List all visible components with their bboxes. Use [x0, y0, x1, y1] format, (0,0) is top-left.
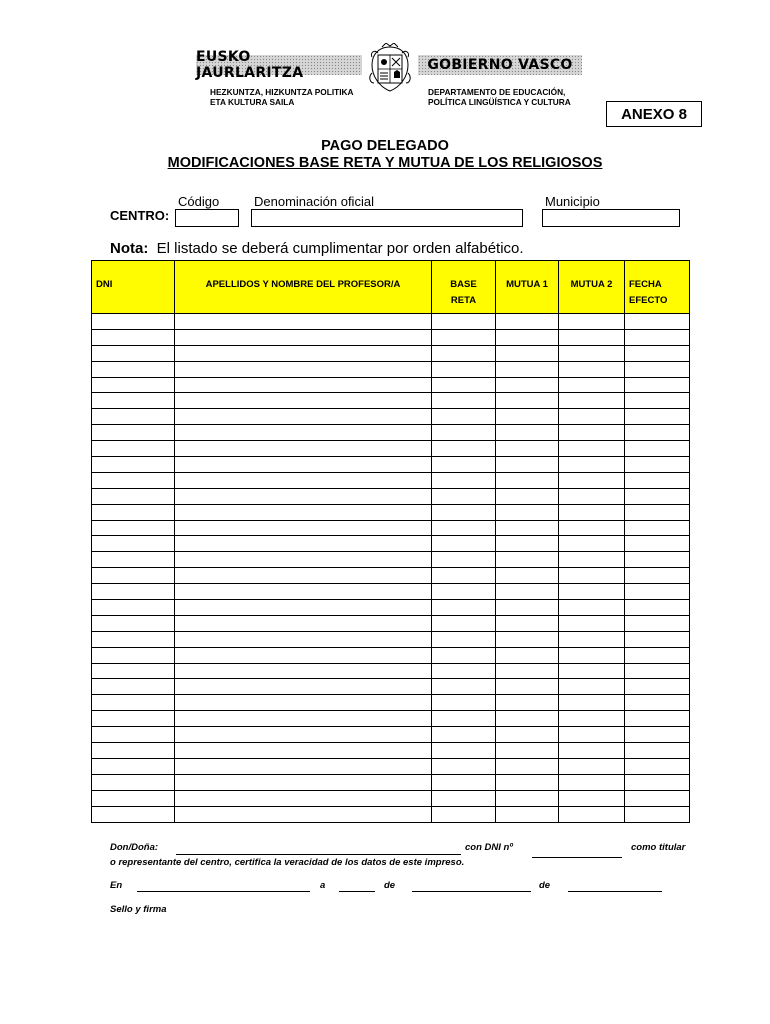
coat-of-arms-icon — [364, 43, 416, 95]
don-label: Don/Doña: — [110, 842, 159, 853]
table-cell-apellidos[interactable] — [175, 647, 432, 663]
table-row — [92, 329, 690, 345]
table-cell-base_reta[interactable] — [432, 631, 496, 647]
table-cell-apellidos[interactable] — [175, 679, 432, 695]
table-cell-dni[interactable] — [92, 631, 175, 647]
table-cell-apellidos[interactable] — [175, 488, 432, 504]
table-cell-mutua1[interactable] — [496, 361, 559, 377]
codigo-label: Código — [178, 194, 220, 209]
name-line[interactable] — [176, 854, 461, 855]
table-cell-dni[interactable] — [92, 520, 175, 536]
table-cell-mutua1[interactable] — [496, 568, 559, 584]
table-cell-base_reta[interactable] — [432, 615, 496, 631]
table-cell-base_reta[interactable] — [432, 488, 496, 504]
table-cell-dni[interactable] — [92, 361, 175, 377]
table-cell-apellidos[interactable] — [175, 631, 432, 647]
table-cell-fecha[interactable] — [625, 806, 690, 822]
table-row — [92, 314, 690, 330]
table-cell-mutua2[interactable] — [559, 504, 625, 520]
table-cell-base_reta[interactable] — [432, 727, 496, 743]
table-cell-fecha[interactable] — [625, 679, 690, 695]
table-row — [92, 345, 690, 361]
table-cell-mutua2[interactable] — [559, 679, 625, 695]
table-cell-dni[interactable] — [92, 695, 175, 711]
table-cell-mutua2[interactable] — [559, 711, 625, 727]
table-cell-fecha[interactable] — [625, 615, 690, 631]
table-cell-apellidos[interactable] — [175, 536, 432, 552]
table-cell-apellidos[interactable] — [175, 774, 432, 790]
table-cell-base_reta[interactable] — [432, 663, 496, 679]
table-cell-base_reta[interactable] — [432, 441, 496, 457]
table-row — [92, 504, 690, 520]
table-cell-base_reta[interactable] — [432, 409, 496, 425]
table-row — [92, 743, 690, 759]
table-cell-mutua1[interactable] — [496, 584, 559, 600]
table-row — [92, 441, 690, 457]
column-header-mutua2: MUTUA 2 — [559, 261, 625, 314]
table-cell-mutua2[interactable] — [559, 425, 625, 441]
table-cell-dni[interactable] — [92, 743, 175, 759]
table-cell-mutua1[interactable] — [496, 441, 559, 457]
table-cell-dni[interactable] — [92, 727, 175, 743]
table-cell-apellidos[interactable] — [175, 552, 432, 568]
denominacion-field[interactable] — [251, 209, 523, 227]
table-row — [92, 457, 690, 473]
table-cell-apellidos[interactable] — [175, 329, 432, 345]
table-cell-dni[interactable] — [92, 806, 175, 822]
table-cell-mutua2[interactable] — [559, 600, 625, 616]
table-cell-dni[interactable] — [92, 647, 175, 663]
denominacion-label: Denominación oficial — [254, 194, 374, 209]
table-cell-base_reta[interactable] — [432, 600, 496, 616]
table-cell-mutua1[interactable] — [496, 472, 559, 488]
table-cell-dni[interactable] — [92, 711, 175, 727]
certification-text: o representante del centro, certifica la veracidad de los datos de este impreso. — [110, 857, 465, 868]
table-cell-dni[interactable] — [92, 774, 175, 790]
table-cell-base_reta[interactable] — [432, 361, 496, 377]
table-cell-dni[interactable] — [92, 488, 175, 504]
table-cell-mutua2[interactable] — [559, 393, 625, 409]
note: Nota: El listado se deberá cumplimentar por orden alfabético. — [110, 240, 524, 257]
table-row — [92, 663, 690, 679]
table-cell-mutua1[interactable] — [496, 631, 559, 647]
table-cell-mutua1[interactable] — [496, 663, 559, 679]
table-cell-fecha[interactable] — [625, 441, 690, 457]
table-cell-mutua2[interactable] — [559, 361, 625, 377]
table-cell-mutua1[interactable] — [496, 806, 559, 822]
table-cell-mutua1[interactable] — [496, 600, 559, 616]
table-row — [92, 520, 690, 536]
table-cell-mutua1[interactable] — [496, 552, 559, 568]
table-cell-fecha[interactable] — [625, 552, 690, 568]
table-cell-mutua2[interactable] — [559, 536, 625, 552]
table-cell-fecha[interactable] — [625, 790, 690, 806]
codigo-field[interactable] — [175, 209, 239, 227]
en-label: En — [110, 880, 123, 891]
table-cell-apellidos[interactable] — [175, 663, 432, 679]
table-cell-mutua1[interactable] — [496, 536, 559, 552]
column-header-mutua1: MUTUA 1 — [496, 261, 559, 314]
department-name-basque: HEZKUNTZA, HIZKUNTZA POLITIKA ETA KULTURA SAILA — [210, 87, 354, 107]
table-cell-base_reta[interactable] — [432, 679, 496, 695]
table-cell-mutua1[interactable] — [496, 743, 559, 759]
table-cell-mutua2[interactable] — [559, 457, 625, 473]
table-cell-mutua2[interactable] — [559, 790, 625, 806]
como-titular-label: como titular — [631, 842, 686, 853]
table-row — [92, 774, 690, 790]
table-cell-mutua2[interactable] — [559, 806, 625, 822]
table-cell-mutua2[interactable] — [559, 615, 625, 631]
table-cell-mutua2[interactable] — [559, 520, 625, 536]
table-cell-mutua2[interactable] — [559, 631, 625, 647]
table-cell-mutua1[interactable] — [496, 758, 559, 774]
table-cell-mutua2[interactable] — [559, 663, 625, 679]
table-cell-mutua1[interactable] — [496, 520, 559, 536]
table-cell-mutua1[interactable] — [496, 377, 559, 393]
table-cell-apellidos[interactable] — [175, 441, 432, 457]
table-cell-base_reta[interactable] — [432, 568, 496, 584]
table-cell-mutua2[interactable] — [559, 314, 625, 330]
table-cell-base_reta[interactable] — [432, 393, 496, 409]
month-line[interactable] — [412, 891, 531, 892]
table-cell-mutua2[interactable] — [559, 695, 625, 711]
table-cell-dni[interactable] — [92, 314, 175, 330]
table-row — [92, 552, 690, 568]
table-cell-dni[interactable] — [92, 790, 175, 806]
table-cell-base_reta[interactable] — [432, 504, 496, 520]
table-cell-mutua2[interactable] — [559, 409, 625, 425]
column-header-dni: DNI — [92, 261, 175, 314]
table-cell-base_reta[interactable] — [432, 377, 496, 393]
table-cell-base_reta[interactable] — [432, 457, 496, 473]
de-label-2: de — [539, 880, 551, 891]
table-cell-fecha[interactable] — [625, 631, 690, 647]
a-label: a — [320, 880, 326, 891]
table-cell-fecha[interactable] — [625, 329, 690, 345]
table-cell-apellidos[interactable] — [175, 600, 432, 616]
centro-label: CENTRO: — [110, 208, 170, 223]
table-row — [92, 600, 690, 616]
table-cell-apellidos[interactable] — [175, 743, 432, 759]
table-row — [92, 393, 690, 409]
table-cell-dni[interactable] — [92, 536, 175, 552]
table-cell-mutua2[interactable] — [559, 345, 625, 361]
table-cell-fecha[interactable] — [625, 647, 690, 663]
page-title: PAGO DELEGADO — [321, 138, 449, 154]
table-cell-base_reta[interactable] — [432, 345, 496, 361]
table-cell-base_reta[interactable] — [432, 790, 496, 806]
table-cell-base_reta[interactable] — [432, 647, 496, 663]
table-row — [92, 695, 690, 711]
table-cell-fecha[interactable] — [625, 711, 690, 727]
table-row — [92, 727, 690, 743]
table-cell-mutua2[interactable] — [559, 329, 625, 345]
table-cell-mutua2[interactable] — [559, 743, 625, 759]
table-row — [92, 409, 690, 425]
table-row — [92, 806, 690, 822]
table-cell-apellidos[interactable] — [175, 711, 432, 727]
con-dni-label: con DNI nº — [465, 842, 513, 853]
table-cell-fecha[interactable] — [625, 584, 690, 600]
table-cell-dni[interactable] — [92, 504, 175, 520]
municipio-field[interactable] — [542, 209, 680, 227]
table-cell-dni[interactable] — [92, 615, 175, 631]
table-cell-apellidos[interactable] — [175, 790, 432, 806]
table-cell-fecha[interactable] — [625, 393, 690, 409]
table-cell-mutua2[interactable] — [559, 472, 625, 488]
column-header-base_reta: BASE RETA — [432, 261, 496, 314]
table-cell-apellidos[interactable] — [175, 457, 432, 473]
table-cell-mutua1[interactable] — [496, 695, 559, 711]
table-cell-mutua1[interactable] — [496, 615, 559, 631]
table-cell-mutua1[interactable] — [496, 790, 559, 806]
table-header-row — [92, 261, 690, 314]
table-cell-base_reta[interactable] — [432, 743, 496, 759]
table-cell-apellidos[interactable] — [175, 393, 432, 409]
table-cell-fecha[interactable] — [625, 774, 690, 790]
table-cell-fecha[interactable] — [625, 314, 690, 330]
table-cell-mutua2[interactable] — [559, 774, 625, 790]
table-cell-apellidos[interactable] — [175, 361, 432, 377]
table-cell-dni[interactable] — [92, 679, 175, 695]
table-cell-apellidos[interactable] — [175, 504, 432, 520]
table-cell-mutua2[interactable] — [559, 488, 625, 504]
municipio-label: Municipio — [545, 194, 600, 209]
table-cell-mutua2[interactable] — [559, 552, 625, 568]
table-cell-mutua1[interactable] — [496, 774, 559, 790]
banner-gobierno-vasco: GOBIERNO VASCO — [418, 55, 582, 75]
table-cell-apellidos[interactable] — [175, 758, 432, 774]
table-cell-apellidos[interactable] — [175, 377, 432, 393]
table-cell-base_reta[interactable] — [432, 520, 496, 536]
table-cell-dni[interactable] — [92, 600, 175, 616]
table-cell-fecha[interactable] — [625, 488, 690, 504]
table-cell-apellidos[interactable] — [175, 695, 432, 711]
table-cell-fecha[interactable] — [625, 743, 690, 759]
table-cell-mutua2[interactable] — [559, 758, 625, 774]
table-cell-fecha[interactable] — [625, 504, 690, 520]
table-cell-mutua2[interactable] — [559, 584, 625, 600]
table-cell-apellidos[interactable] — [175, 472, 432, 488]
table-cell-base_reta[interactable] — [432, 711, 496, 727]
table-cell-mutua2[interactable] — [559, 441, 625, 457]
table-cell-apellidos[interactable] — [175, 727, 432, 743]
table-cell-fecha[interactable] — [625, 520, 690, 536]
table-row — [92, 425, 690, 441]
table-cell-dni[interactable] — [92, 552, 175, 568]
table-body — [92, 314, 690, 823]
table-cell-base_reta[interactable] — [432, 584, 496, 600]
dni-line[interactable] — [532, 857, 622, 858]
table-cell-fecha[interactable] — [625, 695, 690, 711]
table-cell-mutua1[interactable] — [496, 409, 559, 425]
table-cell-dni[interactable] — [92, 345, 175, 361]
column-header-apellidos: APELLIDOS Y NOMBRE DEL PROFESOR/A — [175, 261, 432, 314]
table-cell-base_reta[interactable] — [432, 472, 496, 488]
table-cell-apellidos[interactable] — [175, 520, 432, 536]
table-cell-dni[interactable] — [92, 377, 175, 393]
table-cell-mutua1[interactable] — [496, 679, 559, 695]
table-cell-fecha[interactable] — [625, 568, 690, 584]
table-row — [92, 568, 690, 584]
annex-label: ANEXO 8 — [606, 101, 702, 127]
table-cell-mutua2[interactable] — [559, 727, 625, 743]
table-cell-mutua1[interactable] — [496, 314, 559, 330]
table-cell-fecha[interactable] — [625, 377, 690, 393]
table-row — [92, 615, 690, 631]
table-cell-fecha[interactable] — [625, 345, 690, 361]
table-cell-dni[interactable] — [92, 663, 175, 679]
table-cell-base_reta[interactable] — [432, 774, 496, 790]
table-row — [92, 647, 690, 663]
table-cell-mutua1[interactable] — [496, 727, 559, 743]
table-cell-mutua1[interactable] — [496, 329, 559, 345]
table-cell-apellidos[interactable] — [175, 409, 432, 425]
table-row — [92, 472, 690, 488]
table-cell-base_reta[interactable] — [432, 695, 496, 711]
table-cell-dni[interactable] — [92, 568, 175, 584]
table-cell-dni[interactable] — [92, 409, 175, 425]
table-cell-dni[interactable] — [92, 758, 175, 774]
table-cell-base_reta[interactable] — [432, 552, 496, 568]
table-cell-base_reta[interactable] — [432, 758, 496, 774]
table-cell-mutua1[interactable] — [496, 393, 559, 409]
table-cell-base_reta[interactable] — [432, 329, 496, 345]
table-cell-fecha[interactable] — [625, 663, 690, 679]
table-cell-mutua1[interactable] — [496, 457, 559, 473]
table-cell-fecha[interactable] — [625, 758, 690, 774]
page-subtitle: MODIFICACIONES BASE RETA Y MUTUA DE LOS RELIGIOSOS — [167, 155, 603, 171]
sello-firma-label: Sello y firma — [110, 904, 167, 915]
place-line[interactable] — [137, 891, 310, 892]
table-cell-base_reta[interactable] — [432, 536, 496, 552]
department-name-spanish: DEPARTAMENTO DE EDUCACIÓN, POLÍTICA LINGÜÍSTICA Y CULTURA — [428, 87, 571, 107]
table-cell-fecha[interactable] — [625, 472, 690, 488]
table-cell-dni[interactable] — [92, 441, 175, 457]
religiosos-table — [91, 260, 690, 823]
table-row — [92, 488, 690, 504]
table-cell-fecha[interactable] — [625, 600, 690, 616]
table-cell-mutua1[interactable] — [496, 504, 559, 520]
table-cell-apellidos[interactable] — [175, 345, 432, 361]
table-cell-dni[interactable] — [92, 472, 175, 488]
table-row — [92, 790, 690, 806]
table-cell-dni[interactable] — [92, 425, 175, 441]
de-label-1: de — [384, 880, 396, 891]
table-cell-apellidos[interactable] — [175, 425, 432, 441]
table-cell-mutua1[interactable] — [496, 425, 559, 441]
column-header-fecha: FECHA EFECTO — [625, 261, 690, 314]
table-cell-dni[interactable] — [92, 329, 175, 345]
table-cell-dni[interactable] — [92, 457, 175, 473]
table-cell-apellidos[interactable] — [175, 314, 432, 330]
table-row — [92, 679, 690, 695]
table-cell-apellidos[interactable] — [175, 806, 432, 822]
table-cell-apellidos[interactable] — [175, 584, 432, 600]
banner-eusko-jaurlaritza: EUSKO JAURLARITZA — [196, 55, 362, 75]
table-cell-fecha[interactable] — [625, 361, 690, 377]
table-cell-mutua2[interactable] — [559, 377, 625, 393]
table-cell-fecha[interactable] — [625, 409, 690, 425]
table-cell-base_reta[interactable] — [432, 806, 496, 822]
table-row — [92, 536, 690, 552]
table-cell-dni[interactable] — [92, 584, 175, 600]
table-cell-mutua2[interactable] — [559, 647, 625, 663]
table-cell-mutua1[interactable] — [496, 345, 559, 361]
table-cell-mutua1[interactable] — [496, 488, 559, 504]
table-row — [92, 711, 690, 727]
table-row — [92, 584, 690, 600]
table-cell-apellidos[interactable] — [175, 568, 432, 584]
year-line[interactable] — [568, 891, 662, 892]
table-cell-base_reta[interactable] — [432, 425, 496, 441]
table-row — [92, 361, 690, 377]
table-cell-fecha[interactable] — [625, 727, 690, 743]
table-cell-apellidos[interactable] — [175, 615, 432, 631]
table-cell-fecha[interactable] — [625, 457, 690, 473]
table-cell-mutua1[interactable] — [496, 647, 559, 663]
table-cell-mutua1[interactable] — [496, 711, 559, 727]
table-row — [92, 758, 690, 774]
table-cell-dni[interactable] — [92, 393, 175, 409]
table-cell-base_reta[interactable] — [432, 314, 496, 330]
table-cell-mutua2[interactable] — [559, 568, 625, 584]
table-row — [92, 377, 690, 393]
table-row — [92, 631, 690, 647]
table-cell-fecha[interactable] — [625, 425, 690, 441]
table-cell-fecha[interactable] — [625, 536, 690, 552]
day-line[interactable] — [339, 891, 375, 892]
